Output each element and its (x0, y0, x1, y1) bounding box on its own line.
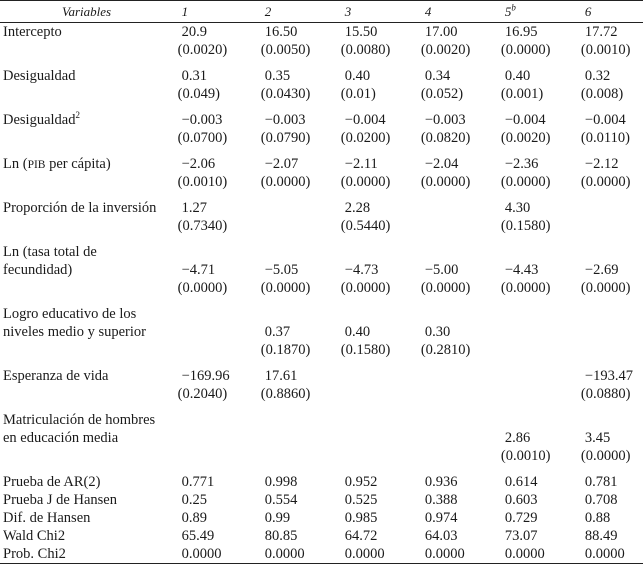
coefficient: 0.31 (181, 68, 207, 84)
column-header-1: 1 (160, 1, 243, 23)
table-row (0, 305, 643, 359)
standard-error: (0.0000) (177, 280, 228, 296)
coefficient: 17.00 (424, 24, 458, 40)
value-cell (483, 23, 563, 60)
value-cell (160, 367, 243, 403)
coefficient: −169.96 (181, 368, 230, 384)
stat-value (403, 545, 483, 564)
row-spacer (0, 465, 643, 473)
stat-value-text: 0.0000 (424, 546, 465, 562)
stat-label: Prob. Chi2 (0, 545, 160, 564)
value-cell (403, 67, 483, 103)
row-label (0, 243, 160, 297)
coefficient: −2.11 (344, 156, 378, 172)
stat-value-text: 0.998 (264, 474, 298, 490)
stat-label: Dif. de Hansen (3, 510, 91, 526)
standard-error: (0.1580) (500, 218, 551, 234)
standard-error: (0.0880) (580, 386, 631, 402)
stat-value (563, 491, 643, 509)
stat-value (403, 491, 483, 509)
value-cell (563, 243, 643, 297)
stat-value-text: 0.25 (181, 492, 207, 508)
value-cell (403, 155, 483, 191)
table-row (0, 243, 643, 297)
stat-value (563, 527, 643, 545)
stat-value (483, 473, 563, 491)
stat-value (160, 527, 243, 545)
row-label-text: Desigualdad (3, 112, 76, 128)
coefficient: −2.04 (424, 156, 459, 172)
table-body (0, 23, 643, 564)
standard-error: (0.7340) (177, 218, 228, 234)
row-spacer (0, 59, 643, 67)
coefficient: −4.71 (181, 262, 216, 278)
coefficient: −2.07 (264, 156, 299, 172)
row-spacer (0, 297, 643, 305)
stat-value-text: 0.88 (584, 510, 611, 526)
value-cell (160, 199, 243, 235)
stat-value (483, 509, 563, 527)
standard-error: (0.0110) (580, 130, 630, 146)
coefficient: −193.47 (584, 368, 633, 384)
stat-value (243, 491, 323, 509)
stat-value-text: 0.99 (264, 510, 291, 526)
stat-value-text: 0.0000 (264, 546, 305, 562)
coefficient: −5.00 (424, 262, 459, 278)
value-cell (483, 111, 563, 147)
standard-error: (0.0000) (580, 174, 631, 190)
stat-value-text: 0.0000 (584, 546, 625, 562)
value-cell (483, 411, 563, 465)
table-header (0, 1, 643, 23)
coefficient: 0.40 (344, 324, 371, 340)
coefficient: 15.50 (344, 24, 378, 40)
stat-value-text: 0.89 (181, 510, 207, 526)
coefficient: 16.95 (504, 24, 538, 40)
label-suffix: per cápita) (45, 156, 111, 172)
row-spacer (0, 359, 643, 367)
value-cell (483, 67, 563, 103)
stat-value-text: 0.729 (504, 510, 538, 526)
standard-error: (0.0790) (260, 130, 311, 146)
stat-value (323, 527, 403, 545)
value-cell (403, 199, 483, 235)
stat-value (323, 491, 403, 509)
value-cell (243, 155, 323, 191)
stat-value-text: 0.0000 (504, 546, 545, 562)
standard-error: (0.01) (340, 86, 376, 102)
standard-error: (0.049) (177, 86, 220, 102)
standard-error: (0.0000) (420, 174, 471, 190)
value-cell (243, 23, 323, 60)
stat-value-text: 0.0000 (181, 546, 222, 562)
table-row (0, 111, 643, 147)
stat-value-text: 0.388 (424, 492, 458, 508)
column-header-6: 6 (563, 1, 643, 23)
stat-value (243, 509, 323, 527)
coefficient: −2.36 (504, 156, 539, 172)
value-cell (483, 243, 563, 297)
stat-value (323, 473, 403, 491)
standard-error: (0.1870) (260, 342, 311, 358)
row-label-text: Intercepto (3, 24, 62, 40)
row-label (0, 155, 160, 191)
value-cell (403, 305, 483, 359)
stat-value (323, 509, 403, 527)
value-cell (160, 155, 243, 191)
coefficient: −4.73 (344, 262, 379, 278)
table-row (0, 367, 643, 403)
coefficient: −0.004 (504, 112, 546, 128)
coefficient: 20.9 (181, 24, 207, 40)
value-cell (563, 23, 643, 60)
value-cell (563, 411, 643, 465)
stats-row (0, 491, 643, 509)
value-cell (483, 367, 563, 403)
value-cell (403, 243, 483, 297)
stat-value-text: 0.974 (424, 510, 458, 526)
table-row (0, 155, 643, 191)
standard-error: (0.0000) (340, 174, 391, 190)
coefficient: −2.69 (584, 262, 619, 278)
stat-value-text: 65.49 (181, 528, 215, 544)
value-cell (323, 199, 403, 235)
stat-value-text: 0.525 (344, 492, 378, 508)
standard-error: (0.0010) (580, 42, 631, 58)
table-row (0, 23, 643, 60)
stats-row (0, 545, 643, 564)
value-cell (243, 243, 323, 297)
value-cell (160, 67, 243, 103)
stat-value-text: 0.554 (264, 492, 298, 508)
stat-value (483, 545, 563, 564)
standard-error: (0.1580) (340, 342, 391, 358)
value-cell (243, 411, 323, 465)
coefficient: 17.61 (264, 368, 298, 384)
value-cell (323, 111, 403, 147)
value-cell (563, 199, 643, 235)
standard-error: (0.0010) (177, 174, 228, 190)
row-spacer (0, 403, 643, 411)
value-cell (563, 305, 643, 359)
standard-error: (0.0020) (177, 42, 228, 58)
column-header-5: 5$^b$ (483, 1, 563, 23)
value-cell (323, 155, 403, 191)
value-cell (403, 411, 483, 465)
standard-error: (0.0000) (500, 174, 551, 190)
row-label (0, 23, 160, 60)
stat-value (403, 509, 483, 527)
stat-label: Prueba J de Hansen (3, 492, 117, 508)
stat-value (160, 509, 243, 527)
table-row (0, 411, 643, 465)
standard-error: (0.0000) (580, 280, 631, 296)
stat-value (563, 473, 643, 491)
column-header-2: 2 (243, 1, 323, 23)
stat-label: Wald Chi2 (3, 528, 66, 544)
value-cell (483, 155, 563, 191)
coefficient: 0.40 (504, 68, 531, 84)
standard-error: (0.001) (500, 86, 544, 102)
column-header-3: 3 (323, 1, 403, 23)
standard-error: (0.0000) (420, 280, 471, 296)
value-cell (563, 367, 643, 403)
standard-error: (0.5440) (340, 218, 391, 234)
standard-error: (0.2810) (420, 342, 471, 358)
value-cell (160, 23, 243, 60)
stat-value-text: 0.936 (424, 474, 458, 490)
value-cell (403, 23, 483, 60)
coefficient: 0.37 (264, 324, 291, 340)
row-spacer (0, 103, 643, 111)
standard-error: (0.0000) (580, 448, 631, 464)
value-cell (483, 199, 563, 235)
row-spacer (0, 235, 643, 243)
stat-value (563, 545, 643, 564)
stat-value-text: 0.603 (504, 492, 538, 508)
table-row (0, 199, 643, 235)
row-label (0, 111, 160, 147)
standard-error: (0.0000) (500, 42, 551, 58)
standard-error: (0.0000) (340, 280, 391, 296)
value-cell (403, 367, 483, 403)
coefficient: 3.45 (584, 430, 611, 446)
standard-error: (0.0000) (500, 280, 551, 296)
row-spacer (0, 191, 643, 199)
standard-error: (0.0080) (340, 42, 391, 58)
coefficient: 2.28 (344, 200, 371, 216)
stat-value (160, 491, 243, 509)
value-cell (160, 111, 243, 147)
coefficient: −0.003 (264, 112, 306, 128)
value-cell (563, 67, 643, 103)
stat-label: Prueba de AR(2) (3, 474, 101, 490)
value-cell (323, 23, 403, 60)
coefficient: 4.30 (504, 200, 531, 216)
row-label (0, 367, 160, 403)
row-label-text: Esperanza de vida (3, 368, 109, 384)
value-cell (563, 111, 643, 147)
stats-row (0, 527, 643, 545)
row-label (0, 199, 160, 235)
coefficient: −2.12 (584, 156, 619, 172)
standard-error: (0.0000) (260, 174, 311, 190)
stat-value (243, 527, 323, 545)
coefficient: −0.003 (424, 112, 466, 128)
stats-row (0, 509, 643, 527)
stat-value-text: 0.708 (584, 492, 618, 508)
stat-value (563, 509, 643, 527)
value-cell (243, 367, 323, 403)
value-cell (323, 367, 403, 403)
stat-value-text: 0.771 (181, 474, 215, 490)
stat-value-text: 64.72 (344, 528, 378, 544)
row-label-text: Proporción de la inversión (3, 200, 157, 216)
stat-value (243, 545, 323, 564)
standard-error: (0.0020) (420, 42, 471, 58)
value-cell (323, 243, 403, 297)
value-cell (160, 305, 243, 359)
row-label-text: Desigualdad (3, 68, 76, 84)
standard-error: (0.0010) (500, 448, 551, 464)
stat-value-text: 0.614 (504, 474, 538, 490)
value-cell (243, 67, 323, 103)
superscript-b: b (511, 2, 516, 13)
coefficient: −0.004 (584, 112, 626, 128)
coefficient: −2.06 (181, 156, 216, 172)
stat-value (243, 473, 323, 491)
stat-value (483, 527, 563, 545)
row-label (0, 67, 160, 103)
table-row (0, 67, 643, 103)
standard-error: (0.0200) (340, 130, 391, 146)
label-smallcaps: PIB (27, 159, 46, 171)
coefficient: 17.72 (584, 24, 618, 40)
stat-value-text: 64.03 (424, 528, 458, 544)
standard-error: (0.0700) (177, 130, 228, 146)
standard-error: (0.008) (580, 86, 624, 102)
label-superscript: 2 (75, 110, 80, 121)
value-cell (323, 411, 403, 465)
standard-error: (0.8860) (260, 386, 311, 402)
stat-value-text: 80.85 (264, 528, 298, 544)
coefficient: 0.30 (424, 324, 451, 340)
value-cell (563, 155, 643, 191)
stat-value (403, 473, 483, 491)
row-label-text: Logro educativo de los niveles medio y superior (3, 306, 146, 340)
value-cell (160, 243, 243, 297)
value-cell (403, 111, 483, 147)
coefficient: 2.86 (504, 430, 531, 446)
standard-error: (0.2040) (177, 386, 228, 402)
row-label (0, 305, 160, 359)
column-header-4: 4 (403, 1, 483, 23)
coefficient: 16.50 (264, 24, 298, 40)
stat-value-text: 88.49 (584, 528, 618, 544)
value-cell (243, 111, 323, 147)
standard-error: (0.0820) (420, 130, 471, 146)
coefficient: −5.05 (264, 262, 299, 278)
value-cell (323, 305, 403, 359)
standard-error: (0.0050) (260, 42, 311, 58)
stat-value (323, 545, 403, 564)
value-cell (323, 67, 403, 103)
value-cell (483, 305, 563, 359)
stat-value-text: 73.07 (504, 528, 538, 544)
standard-error: (0.0020) (500, 130, 551, 146)
stat-value-text: 0.0000 (344, 546, 385, 562)
coefficient: −0.004 (344, 112, 386, 128)
coefficient: 0.40 (344, 68, 371, 84)
standard-error: (0.052) (420, 86, 464, 102)
coefficient: 0.34 (424, 68, 451, 84)
stat-value (483, 491, 563, 509)
standard-error: (0.0430) (260, 86, 311, 102)
stats-row (0, 473, 643, 491)
variables-header: Variables (0, 1, 160, 23)
stat-value (403, 527, 483, 545)
row-label-text: Matriculación de hombres en educación media (3, 412, 156, 446)
row-label (0, 411, 160, 465)
coefficient: 0.32 (584, 68, 611, 84)
coefficient: 0.35 (264, 68, 291, 84)
coefficient: −4.43 (504, 262, 539, 278)
value-cell (243, 305, 323, 359)
row-label-text: Ln (tasa total de fecundidad) (3, 244, 97, 278)
stat-value-text: 0.781 (584, 474, 618, 490)
row-spacer (0, 147, 643, 155)
standard-error: (0.0000) (260, 280, 311, 296)
stat-value (160, 545, 243, 564)
value-cell (243, 199, 323, 235)
stat-value-text: 0.952 (344, 474, 378, 490)
stat-value-text: 0.985 (344, 510, 378, 526)
stat-value (160, 473, 243, 491)
coefficient: 1.27 (181, 200, 207, 216)
coefficient: −0.003 (181, 112, 223, 128)
row-label-text: Ln ( (3, 156, 28, 172)
value-cell (160, 411, 243, 465)
